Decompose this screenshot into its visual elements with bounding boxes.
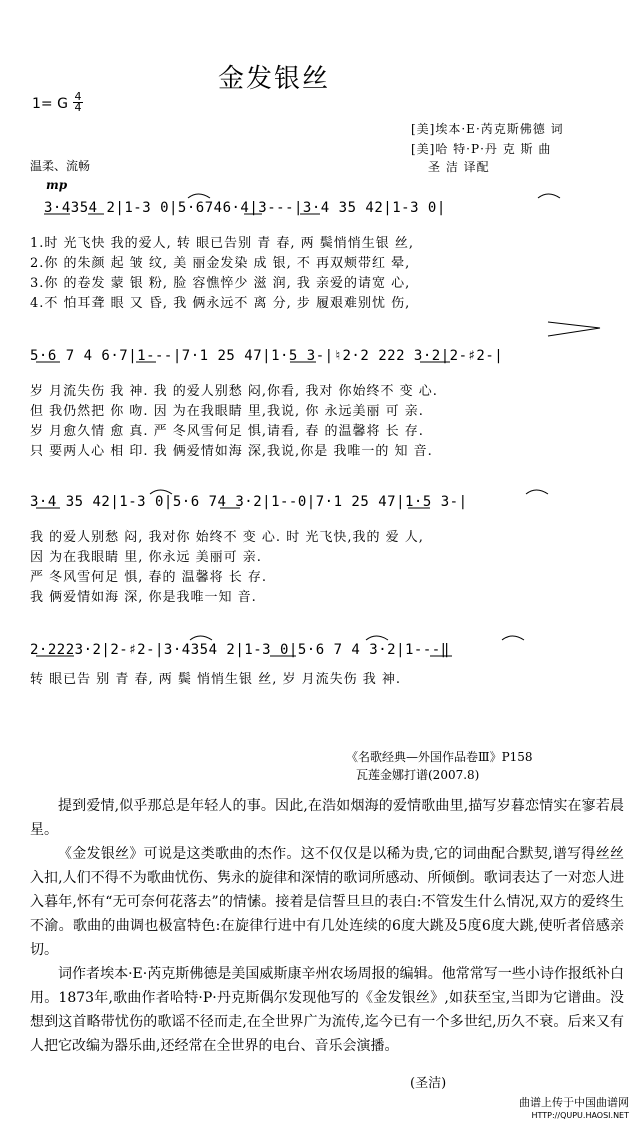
- lyric-verse-2-line-1: 2.你 的朱颜 起 皱 纹, 美 丽金发染 成 银, 不 再双颊带红 晕,: [30, 256, 411, 271]
- time-numerator: 4: [74, 90, 82, 103]
- notation-line-3: 3·4 35 42|1-3 0|5·6 74 3·2|1--0|7·1 25 47|1·5 3-|: [30, 494, 468, 510]
- dynamic-marking: mp: [46, 178, 68, 192]
- composer-credit: [美]哈 特·P·丹 克 斯 曲: [411, 142, 552, 156]
- lyric-verse-4-line-2: 只 要两人心 相 印. 我 俩爱情如海 深,我说,你是 我唯一的 知 音.: [30, 444, 433, 459]
- notation-line-1: 3·4354 2|1-3 0|5·6746·4|3---|3·4 35 42|1-3 0|: [44, 200, 446, 216]
- watermark-footer: [519, 1096, 629, 1122]
- lyric-verse-4-line-3: 我 俩爱情如海 深, 你是我唯一知 音.: [30, 590, 257, 605]
- lyric-line-4: 转 眼已告 别 青 春, 两 鬓 悄悄生银 丝, 岁 月流失伤 我 神.: [30, 672, 401, 687]
- lyric-verse-4-line-1: 4.不 怕耳聋 眼 又 昏, 我 俩永远不 离 分, 步 履艰难别忧 伤,: [30, 296, 411, 311]
- source-citation: 《名歌经典—外国作品卷Ⅲ》P158: [346, 750, 533, 764]
- lyricist-credit: [美]埃本·E·芮克斯佛德 词: [411, 122, 564, 136]
- lyric-verse-2-line-2: 但 我仍然把 你 吻. 因 为在我眼睛 里,我说, 你 永远美丽 可 亲.: [30, 404, 424, 419]
- lyric-verse-3-line-2: 岁 月愈久情 愈 真. 严 冬风雪何足 惧,请看, 春 的温馨将 长 存.: [30, 424, 424, 439]
- key-signature: 1= G: [32, 96, 68, 112]
- time-denominator: 4: [74, 101, 82, 114]
- footer-url: HTTP://QUPU.HAOSI.NET: [531, 1111, 629, 1120]
- typesetter-credit: 瓦莲金娜打谱(2007.8): [356, 768, 480, 782]
- slur-arc: [190, 636, 212, 640]
- lyric-verse-3-line-3: 严 冬风雪何足 惧, 春的 温馨将 长 存.: [30, 570, 268, 585]
- article-paragraph-1: 提到爱情,似乎那总是年轻人的事。因此,在浩如烟海的爱情歌曲里,描写岁暮恋情实在寥若晨星。: [30, 798, 624, 838]
- lyric-verse-1-line-2: 岁 月流失伤 我 神. 我 的爱人别愁 闷,你看, 我对 你始终不 变 心.: [30, 384, 438, 399]
- decrescendo-mark: [548, 322, 600, 336]
- article-paragraph-3: 词作者埃本·E·芮克斯佛德是美国威斯康辛州农场周报的编辑。他常常写一些小诗作报纸补白用。1873年,歌曲作者哈特·P·丹克斯偶尔发现他写的《金发银丝》,如获至宝,当即为它谱曲。没想到这首略带忧伤的歌谣不径而走,在全世界广为流传,迄今已有一个多世纪,历久不衰。后来又有人把它改编为器乐曲,还经常在全世界的电台、音乐会演播。: [30, 966, 624, 1054]
- lyric-verse-1-line-1: 1.时 光飞快 我的爱人, 转 眼已告别 青 春, 两 鬓悄悄生银 丝,: [30, 236, 414, 251]
- lyric-verse-2-line-3: 因 为在我眼睛 里, 你永远 美丽可 亲.: [30, 550, 262, 565]
- slur-arc: [502, 636, 524, 640]
- slur-arc: [366, 636, 388, 640]
- slur-arc: [538, 194, 560, 198]
- lyric-verse-3-line-1: 3.你 的卷发 蒙 银 粉, 脸 容憔悴少 滋 润, 我 亲爱的请宽 心,: [30, 276, 411, 291]
- lyric-verse-1-line-3: 我 的爱人别愁 闷, 我对你 始终不 变 心. 时 光飞快,我的 爱 人,: [30, 530, 424, 545]
- slur-arc: [150, 490, 172, 494]
- slur-arc: [526, 490, 548, 494]
- song-title: 金发银丝: [218, 64, 331, 94]
- article-paragraph-2: 《金发银丝》可说是这类歌曲的杰作。这不仅仅是以稀为贵,它的词曲配合默契,谱写得丝丝入扣,人们不得不为歌曲忧伤、隽永的旋律和深情的歌词所感动、所倾倒。歌词表达了一对恋人进入暮年,怀有“无可奈何花落去”的情愫。接着是信誓旦旦的表白:不管发生什么情况,双方的爱终生不渝。歌曲的曲调也极富特色:在旋律行进中有几处连续的6度大跳及5度6度大跳,使听者倍感亲切。: [30, 846, 624, 958]
- tempo-marking: 温柔、流畅: [30, 159, 91, 173]
- translator-credit: 圣 洁 译配: [428, 160, 490, 174]
- notation-line-2: 5·6 7 4 6·7|1---|7·1 25 47|1·5 3-|♮2·2 222 3·2|2-♯2-|: [30, 348, 504, 364]
- footer-site-name: 曲谱上传于中国曲谱网: [519, 1096, 629, 1109]
- article-signature: (圣洁): [410, 1076, 447, 1091]
- notation-line-4: 2·2223·2|2-♯2-|3·4354 2|1-3 0|5·6 7 4 3·2|1---‖: [30, 642, 450, 658]
- slur-arc: [188, 194, 210, 198]
